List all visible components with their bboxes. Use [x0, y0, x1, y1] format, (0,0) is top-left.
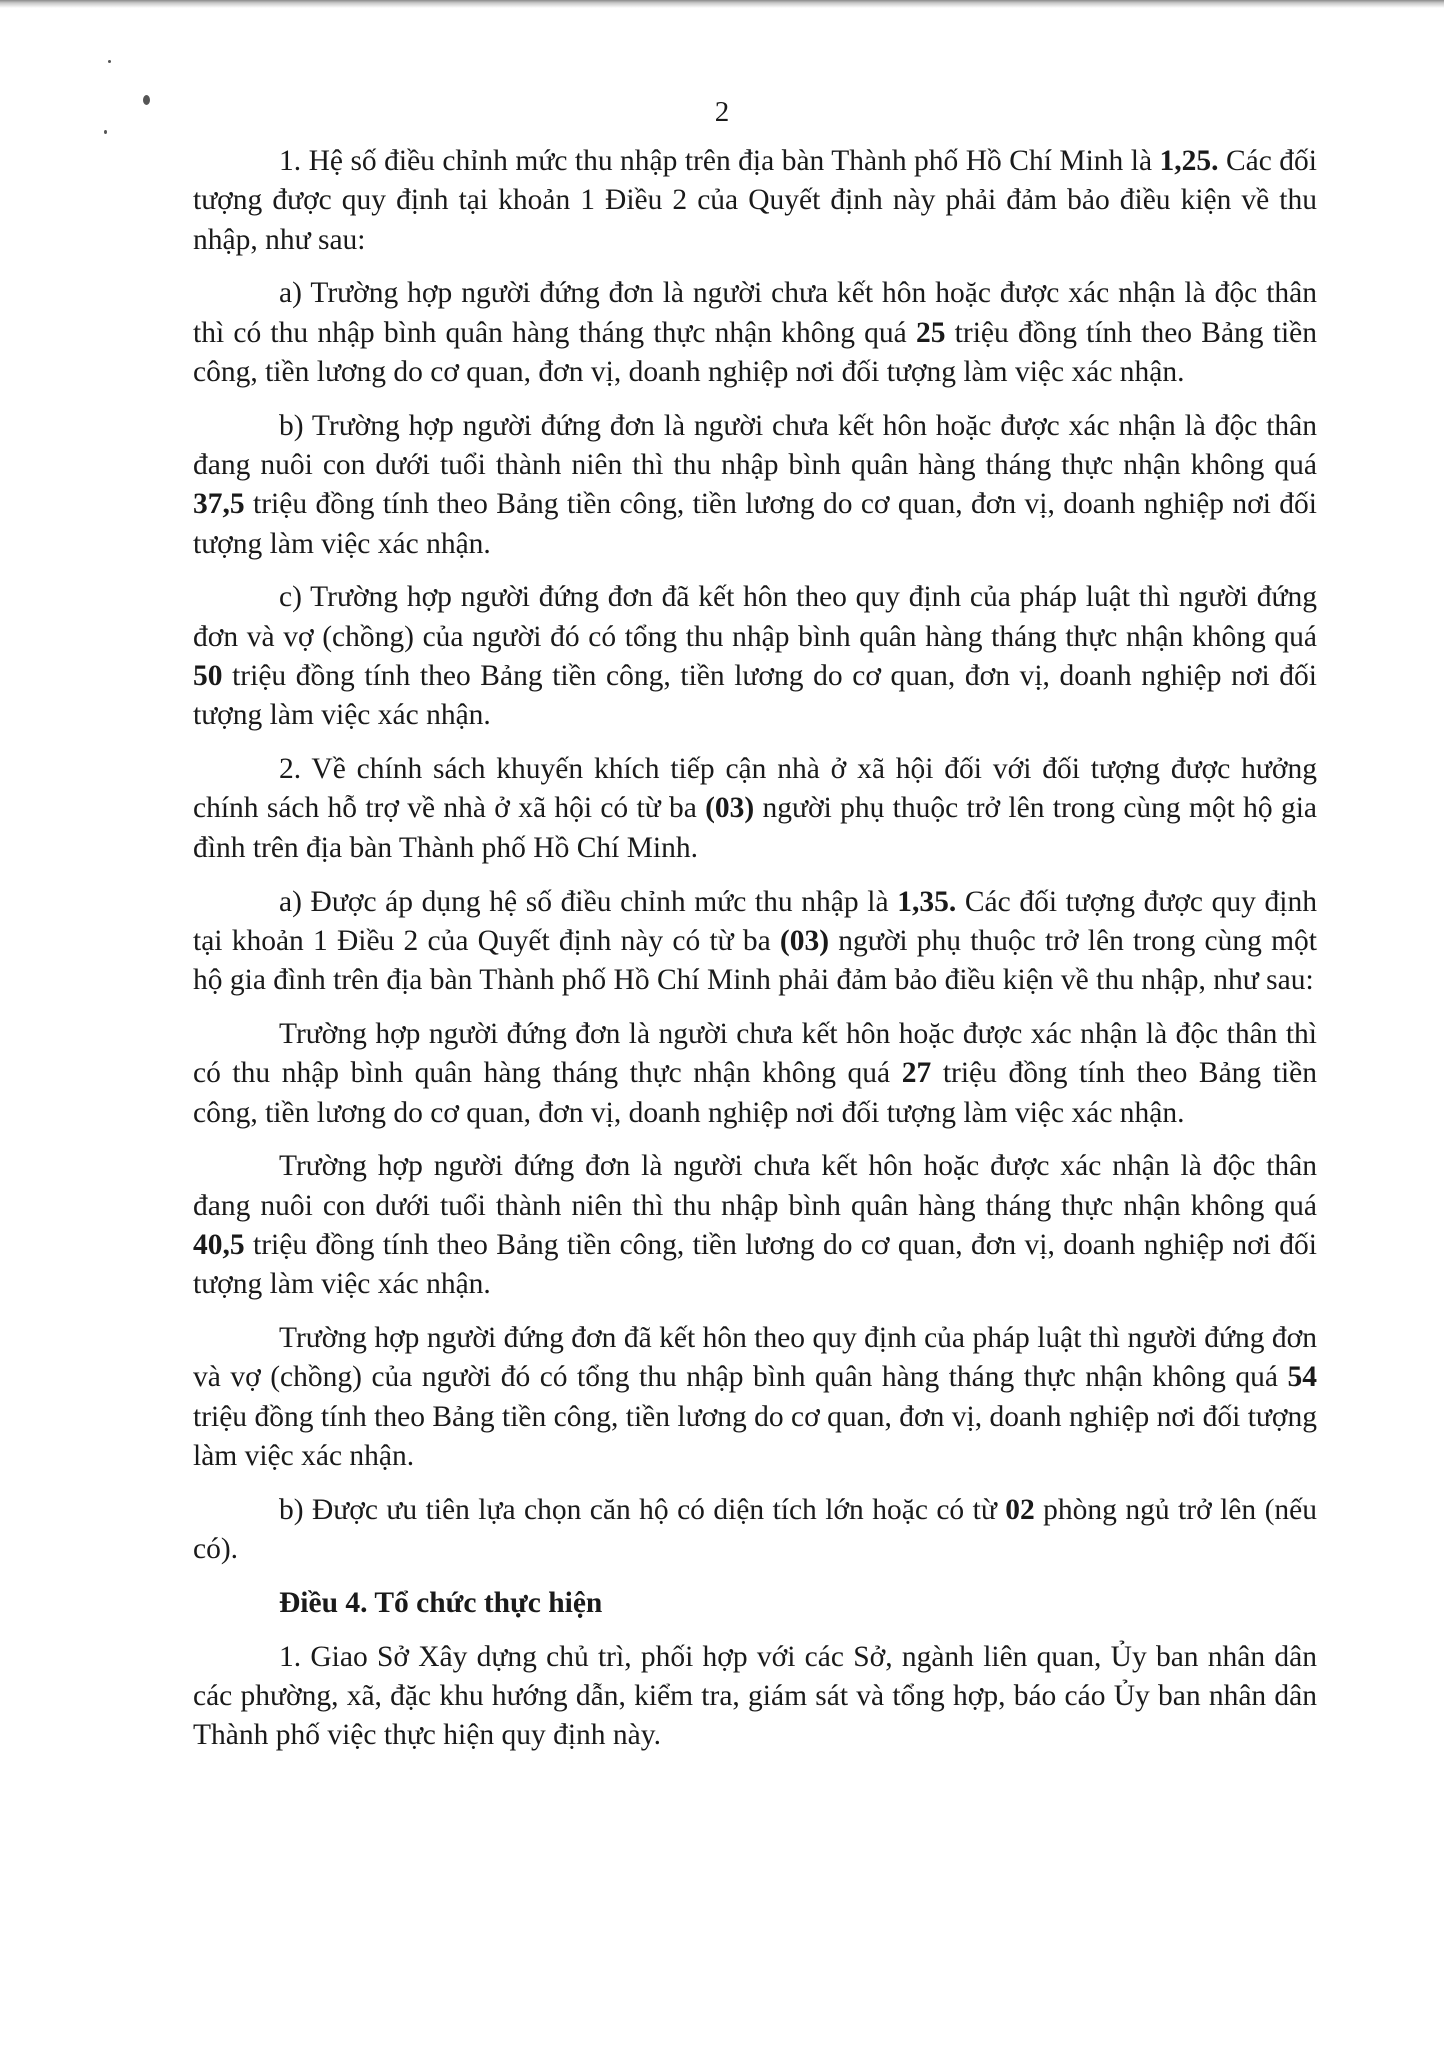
- text-run: a) Trường hợp người đứng đơn là người chưa kết hôn hoặc được xác nhận là độc thân thì có thu nhập bình quân hàng tháng thực nhận không quá: [193, 277, 1317, 349]
- text-run: Trường hợp người đứng đơn là người chưa kết hôn hoặc được xác nhận là độc thân thì có thu nhập bình quân hàng tháng thực nhận không quá: [193, 1017, 1317, 1090]
- paragraph: [193, 407, 1317, 564]
- scan-edge: [0, 0, 1444, 8]
- paragraph: [193, 883, 1317, 1001]
- paragraph: [193, 750, 1317, 868]
- text-run: người phụ thuộc trở lên trong cùng một hộ gia đình trên địa bàn Thành phố Hồ Chí Minh.: [193, 792, 1317, 864]
- bold-text: 02: [1005, 1493, 1035, 1526]
- paragraph: [193, 1147, 1317, 1304]
- text-run: b) Trường hợp người đứng đơn là người chưa kết hôn hoặc được xác nhận là độc thân đang nuôi con dưới tuổi thành niên thì thu nhập bình quân hàng tháng thực nhận không quá: [193, 409, 1317, 482]
- text-run: 1. Giao Sở Xây dựng chủ trì, phối hợp với các Sở, ngành liên quan, Ủy ban nhân dân các phường, xã, đặc khu hướng dẫn, kiểm tra, giám sát và tổng hợp, báo cáo Ủy ban nhân dân Thành phố việc thực hiện quy định này.: [193, 1640, 1317, 1752]
- text-run: triệu đồng tính theo Bảng tiền công, tiền lương do cơ quan, đơn vị, doanh nghiệp nơi đối tượng làm việc xác nhận.: [193, 488, 1317, 560]
- section-heading: [193, 1584, 1317, 1623]
- text-run: Các đối tượng được quy định tại khoản 1 Điều 2 của Quyết định này có từ ba: [193, 885, 1317, 957]
- bold-text: 40,5: [193, 1228, 245, 1261]
- text-run: triệu đồng tính theo Bảng tiền công, tiền lương do cơ quan, đơn vị, doanh nghiệp nơi đối tượng làm việc xác nhận.: [193, 1400, 1317, 1472]
- text-run: người phụ thuộc trở lên trong cùng một hộ gia đình trên địa bàn Thành phố Hồ Chí Minh phải đảm bảo điều kiện về thu nhập, như sau:: [193, 924, 1317, 997]
- text-run: triệu đồng tính theo Bảng tiền công, tiền lương do cơ quan, đơn vị, doanh nghiệp nơi đối tượng làm việc xác nhận.: [193, 316, 1317, 388]
- text-run: triệu đồng tính theo Bảng tiền công, tiền lương do cơ quan, đơn vị, doanh nghiệp nơi đối tượng làm việc xác nhận.: [193, 1228, 1317, 1301]
- paragraph: [193, 1015, 1317, 1133]
- bold-text: (03): [705, 792, 755, 825]
- bold-text: 54: [1287, 1361, 1317, 1394]
- paragraph: [193, 142, 1317, 260]
- bold-text: 50: [193, 660, 223, 693]
- text-run: Các đối tượng được quy định tại khoản 1 Điều 2 của Quyết định này phải đảm bảo điều kiện về thu nhập, như sau:: [193, 145, 1318, 256]
- paragraph: [193, 1319, 1317, 1476]
- paragraph: [193, 1491, 1317, 1570]
- text-run: Trường hợp người đứng đơn đã kết hôn theo quy định của pháp luật thì người đứng đơn và vợ (chồng) của người đó có tổng thu nhập bình quân hàng tháng thực nhận không quá: [193, 1322, 1317, 1394]
- text-run: phòng ngủ trở lên (nếu có).: [193, 1493, 1317, 1565]
- text-run: Trường hợp người đứng đơn là người chưa kết hôn hoặc được xác nhận là độc thân đang nuôi con dưới tuổi thành niên thì thu nhập bình quân hàng tháng thực nhận không quá: [193, 1150, 1317, 1222]
- text-run: 2. Về chính sách khuyến khích tiếp cận nhà ở xã hội đối với đối tượng được hưởng chính sách hỗ trợ về nhà ở xã hội có từ ba: [193, 753, 1317, 825]
- paragraph: [193, 274, 1317, 392]
- text-run: triệu đồng tính theo Bảng tiền công, tiền lương do cơ quan, đơn vị, doanh nghiệp nơi đối tượng làm việc xác nhận.: [193, 1057, 1317, 1129]
- document-body: [193, 142, 1317, 1770]
- scan-speck: [104, 130, 107, 134]
- paragraph: [193, 578, 1317, 735]
- scan-speck: [108, 60, 111, 63]
- text-run: c) Trường hợp người đứng đơn đã kết hôn theo quy định của pháp luật thì người đứng đơn và vợ (chồng) của người đó có tổng thu nhập bình quân hàng tháng thực nhận không quá: [193, 581, 1317, 653]
- text-run: triệu đồng tính theo Bảng tiền công, tiền lương do cơ quan, đơn vị, doanh nghiệp nơi đối tượng làm việc xác nhận.: [193, 660, 1317, 732]
- text-run: b) Được ưu tiên lựa chọn căn hộ có diện tích lớn hoặc có từ: [279, 1493, 1006, 1526]
- bold-text: 1,25.: [1159, 145, 1219, 177]
- bold-text: 25: [915, 316, 946, 349]
- bold-text: 1,35.: [897, 885, 957, 918]
- text-run: a) Được áp dụng hệ số điều chỉnh mức thu nhập là: [279, 885, 898, 918]
- bold-text: Điều 4. Tổ chức thực hiện: [279, 1586, 603, 1619]
- bold-text: 27: [901, 1057, 932, 1090]
- text-run: 1. Hệ số điều chỉnh mức thu nhập trên địa bàn Thành phố Hồ Chí Minh là: [279, 145, 1160, 177]
- page-number: 2: [714, 96, 730, 128]
- bold-text: 37,5: [193, 488, 245, 521]
- bold-text: (03): [779, 924, 830, 957]
- paragraph: [193, 1638, 1317, 1756]
